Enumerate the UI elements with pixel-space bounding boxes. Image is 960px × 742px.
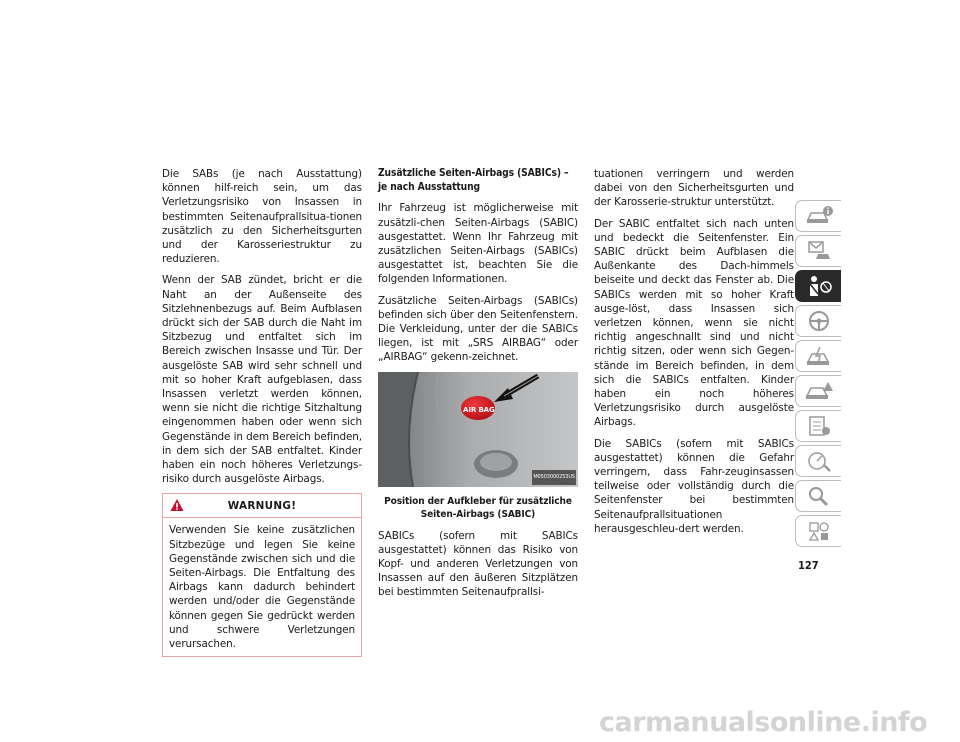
sabic-ejection-paragraph: Die SABICs (sofern mit SABICs ausgestattet) können die Gefahr verringern, dass Fahr-zeuginsassen teilweise oder vollständig durch die Seitenfenster bei bestimmten Seitenaufprallsituationen herausgeschleu-dert werden. [594, 437, 794, 535]
tab-envelope-car[interactable] [795, 235, 841, 267]
footer-watermark: carmanualsonline.info [599, 707, 928, 738]
photo-caption: Position der Aufkleber für zusätzliche Seiten-Airbags (SABIC) [384, 495, 572, 520]
tab-car-warning[interactable] [795, 375, 841, 407]
tab-multimedia[interactable] [795, 515, 841, 547]
tab-car-info[interactable] [795, 200, 841, 232]
warning-header [163, 494, 361, 518]
warning-triangle-icon [170, 498, 184, 512]
warning-text: Verwenden Sie keine zusätzlichen Sitzbezüge und legen Sie keine Gegenstände zwischen sich und die Seiten-Airbags. Die Entfaltung des Airbags kann dadurch behindert werden und/oder die Gegenstände können gegen Sie gedrückt werden und schwere Verletzungen verursachen. [169, 524, 355, 651]
sabic-risk-paragraph: SABICs (sofern mit SABICs ausgestattet) können das Risiko von Kopf- und anderen Verletzungen von Insassen auf den äußeren Sitzplätzen bei bestimmten Seitenaufprallsi- [378, 529, 578, 599]
image-code: M0503000253US [532, 470, 576, 484]
sab-deployment-paragraph: Wenn der SAB zündet, bricht er die Naht an der Außenseite des Sitzlehnenbezugs auf. Beim Aufblasen drückt sich der SAB durch die Naht im Sitzbezug und entfaltet sich im Bereich zwischen Insasse und Tür. Der ausgelöste SAB wird sehr schnell und mit so hoher Kraft aufgeblasen, dass Insassen verletzt werden können, wenn sie nicht die richtige Sitzhaltung eingenommen haben oder wenn sich Gegenstände in dem Bereich befinden, in dem sich der SAB entfaltet. Kinder haben ein noch höheres Verletzungs-risiko durch ausgelöste Airbags. [162, 274, 362, 486]
sabic-continued-paragraph: tuationen verringern und werden dabei von den Sicherheitsgurten und der Karosserie-struktur unterstützt. [594, 168, 794, 209]
column-2 [378, 167, 578, 607]
tab-car-start[interactable] [795, 340, 841, 372]
column-1 [162, 167, 362, 657]
gauge-wrench-icon [804, 449, 834, 473]
car-start-icon [804, 344, 834, 368]
tab-steering[interactable] [795, 305, 841, 337]
tab-search[interactable] [795, 480, 841, 512]
car-info-icon [804, 204, 834, 228]
tab-service[interactable] [795, 410, 841, 442]
car-warning-icon [804, 379, 834, 403]
steering-wheel-icon [804, 309, 834, 333]
seatbelt-airbag-icon [804, 274, 834, 298]
chapter-tabs [795, 200, 841, 550]
envelope-car-icon [804, 239, 834, 263]
tab-gauge[interactable] [795, 445, 841, 477]
column-3 [594, 167, 794, 543]
sabic-intro-paragraph: Ihr Fahrzeug ist möglicherweise mit zusätzli-chen Seiten-Airbags (SABIC) ausgestattet. Wenn Ihr Fahrzeug mit zusätzlichen Seiten-Airbags (SABICs) ausgestattet ist, beachten Sie die folgenden Informationen. [378, 202, 578, 286]
sabic-deploy-paragraph: Der SABIC entfaltet sich nach unten und bedeckt die Seitenfenster. Ein SABIC drückt beim Aufblasen die Außenkante des Dach-himmels beiseite und deckt das Fenster ab. Die SABICs werden mit so hoher Kraft ausge-löst, dass Insassen sich verletzen können, wenn sie nicht richtig angeschnallt sind und nicht richtig sitzen, oder wenn sich Gegen-stände im Bereich befinden, in dem sich die SABICs entfalten. Kinder haben ein noch höheres Verletzungsrisiko durch ausgelöste Airbags. [594, 217, 794, 429]
airbag-sticker-label: AIR BAG [463, 405, 495, 414]
multimedia-icon [804, 519, 834, 543]
sabic-heading: Zusätzliche Seiten-Airbags (SABICs) – je nach Ausstattung [378, 168, 569, 194]
page-number: 127 [798, 559, 819, 572]
sabic-location-paragraph: Zusätzliche Seiten-Airbags (SABICs) befinden sich über den Seitenfenstern. Die Verkleidung, unter der die SABICs liegen, ist mit „SRS AIRBAG“ oder „AIRBAG“ gekenn-zeichnet. [378, 294, 578, 364]
magnifier-icon [804, 484, 834, 508]
warning-box [162, 493, 362, 657]
sab-intro-paragraph: Die SABs (je nach Ausstattung) können hilf-reich sein, um das Verletzungsrisiko von Insassen in bestimmten Seitenaufprallsitua-tionen zusätzlich zu den Sicherheitsgurten und der Karosseriestruktur zu reduzieren. [162, 168, 362, 266]
warning-title: WARNUNG! [227, 500, 297, 513]
service-list-icon [804, 414, 834, 438]
tab-safety[interactable] [795, 270, 841, 302]
airbag-label-photo [378, 372, 578, 487]
